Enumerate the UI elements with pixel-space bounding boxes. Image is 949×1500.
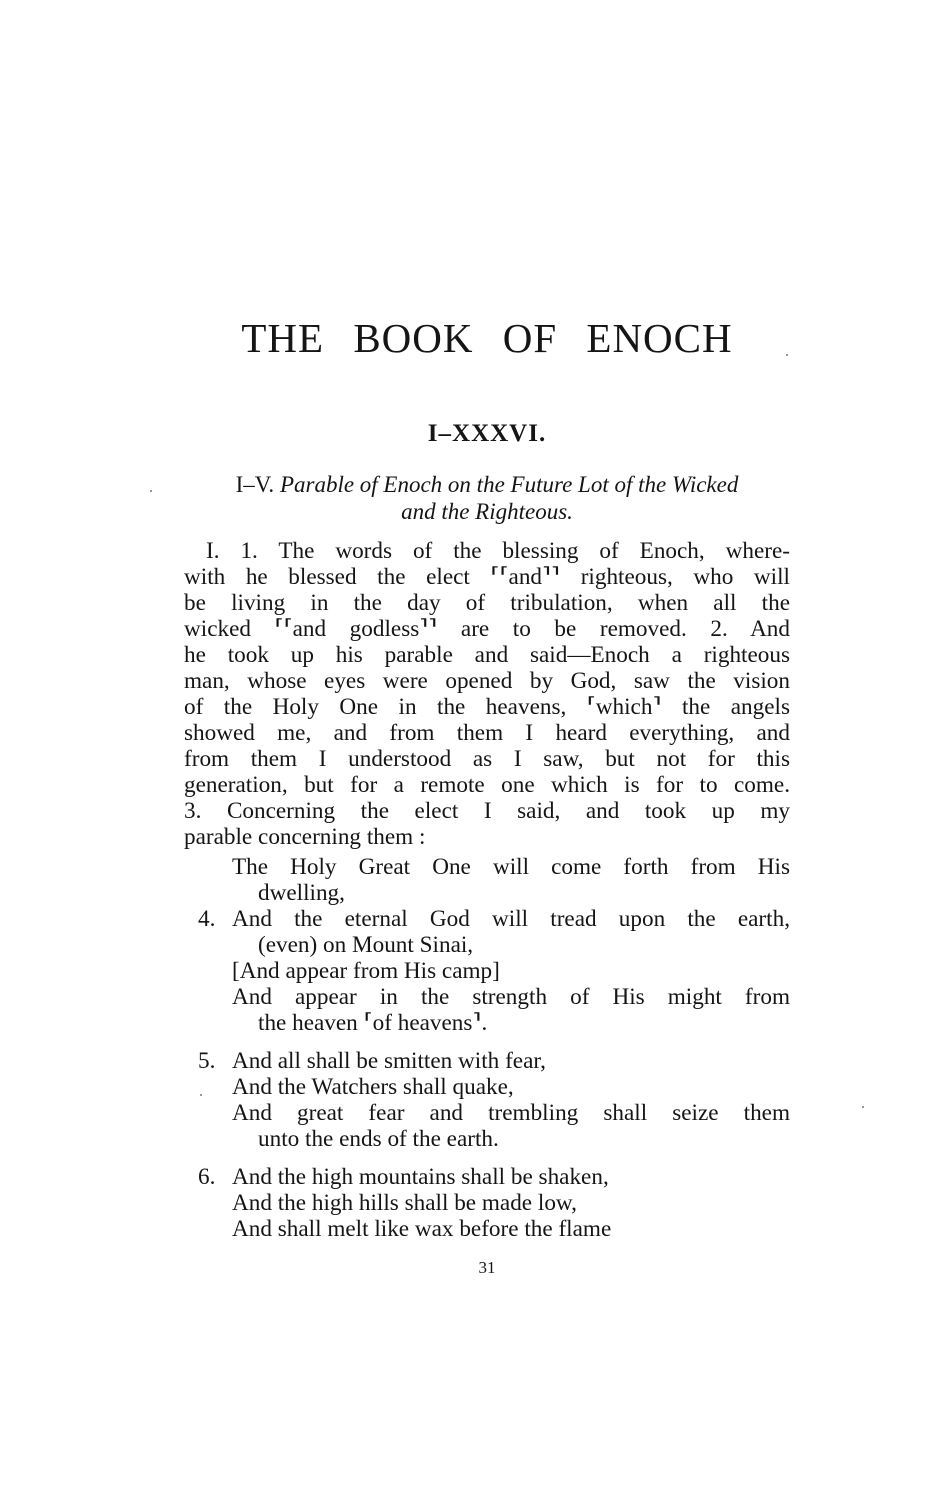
prose-line: with he blessed the elect ⸢⸢and⸣⸣ righteous, who will <box>184 564 790 590</box>
verse-line-text: And all shall be smitten with fear, <box>232 1048 546 1074</box>
verse-block-4 <box>184 906 790 1036</box>
subsection-title-part-2: and the Righteous. <box>401 499 573 524</box>
prose-line: he took up his parable and said—Enoch a righteous <box>184 642 790 668</box>
book-title: THE BOOK OF ENOCH <box>241 315 733 361</box>
prose-line: be living in the day of tribulation, when all the <box>184 590 790 616</box>
verse-line: And appear in the strength of His might from <box>232 984 790 1010</box>
prose-line: from them I understood as I saw, but not for this <box>184 746 790 772</box>
scan-speck <box>200 1094 202 1096</box>
prose-line: man, whose eyes were opened by God, saw the vision <box>184 668 790 694</box>
prose-line: parable concerning them : <box>184 824 426 850</box>
verse-line: unto the ends of the earth. <box>258 1126 499 1152</box>
verse-block-6 <box>184 1164 790 1242</box>
verse-line <box>184 1048 790 1074</box>
book-page <box>184 0 790 1500</box>
verse-line <box>184 1164 790 1190</box>
prose-paragraph <box>184 538 790 850</box>
verse-line: The Holy Great One will come forth from His <box>232 854 790 880</box>
prose-line: wicked ⸢⸢and godless⸣⸣ are to be removed. 2. And <box>184 616 790 642</box>
verse-line: dwelling, <box>258 880 345 906</box>
verse-number: 4. <box>198 906 216 932</box>
verse-line: And great fear and trembling shall seize them <box>232 1100 790 1126</box>
verse-line <box>184 906 790 932</box>
verse-line: the heaven ⸢of heavens⸣. <box>258 1010 488 1036</box>
verse-number: 6. <box>198 1164 216 1190</box>
scan-speck <box>786 354 788 356</box>
prose-line: generation, but for a remote one which is for to come. <box>184 772 790 798</box>
verse-line: And shall melt like wax before the flame <box>232 1216 612 1242</box>
subsection-number: I–V. <box>235 472 275 497</box>
verse-block-5 <box>184 1048 790 1152</box>
scan-speck <box>150 490 152 492</box>
prose-line: I. 1. The words of the blessing of Enoch, where- <box>206 538 790 564</box>
scan-speck <box>862 1106 864 1108</box>
subsection-title-line-2 <box>184 498 790 525</box>
verse-number: 5. <box>198 1048 216 1074</box>
verse-line: And the Watchers shall quake, <box>232 1074 514 1100</box>
subsection-title-part-1: Parable of Enoch on the Future Lot of the Wicked <box>279 472 739 497</box>
verse-line: And the high hills shall be made low, <box>232 1190 577 1216</box>
verse-block-3 <box>184 854 790 906</box>
prose-line: showed me, and from them I heard everything, and <box>184 720 790 746</box>
verse-line: (even) on Mount Sinai, <box>258 932 474 958</box>
verse-line-text: And the high mountains shall be shaken, <box>232 1164 609 1190</box>
prose-line: of the Holy One in the heavens, ⸢which⸣ the angels <box>184 694 790 720</box>
page-number: 31 <box>478 1258 496 1277</box>
verse-line-text: And the eternal God will tread upon the earth, <box>232 906 790 932</box>
verse-line: [And appear from His camp] <box>232 958 500 984</box>
section-heading: I–XXXVI. <box>427 420 547 447</box>
subsection-heading <box>184 471 790 525</box>
subsection-title-line-1 <box>184 471 790 498</box>
prose-line: 3. Concerning the elect I said, and took up my <box>184 798 790 824</box>
